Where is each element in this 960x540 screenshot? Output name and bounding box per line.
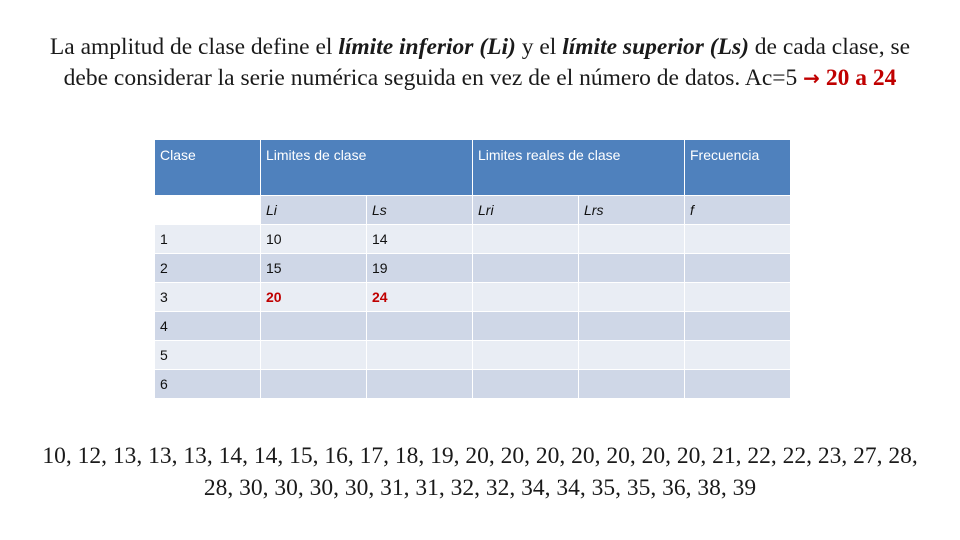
li-term: límite inferior (Li) [338,34,516,60]
frequency-table [154,139,791,399]
ls-term: límite superior (Ls) [562,34,749,60]
header-frecuencia: Frecuencia [685,140,791,196]
data-series: 10, 12, 13, 13, 13, 14, 14, 15, 16, 17, 18, 19, 20, 20, 20, 20, 20, 20, 20, 21, 22, 22, 23, 27, 28, 28, 30, 30, 30, 30, 31, 31, 32, 32, 34, 34, 35, 35, 36, 38, 39 [42,443,918,501]
header-limites: Limites de clase [261,140,473,196]
cell-f [685,254,791,283]
cell-clase: 4 [155,312,261,341]
cell-lri [473,370,579,399]
cell-ls [367,370,473,399]
cell-li: 20 [261,283,367,312]
slide-title [30,32,930,94]
subheader-ls: Ls [367,196,473,225]
cell-li: 10 [261,225,367,254]
table-row [155,370,791,399]
table-row [155,341,791,370]
cell-lri [473,341,579,370]
header-row [155,140,791,196]
header-limites-reales: Limites reales de clase [473,140,685,196]
cell-lri [473,283,579,312]
header-clase: Clase [155,140,261,196]
subheader-lri: Lri [473,196,579,225]
class-range-highlight: 20 a 24 [825,65,897,91]
cell-ls: 14 [367,225,473,254]
cell-f [685,312,791,341]
subheader-f: f [685,196,791,225]
cell-f [685,225,791,254]
cell-ls [367,312,473,341]
cell-lrs [579,341,685,370]
table-row [155,283,791,312]
table-row [155,254,791,283]
cell-lri [473,312,579,341]
cell-ls [367,341,473,370]
subheader-lrs: Lrs [579,196,685,225]
title-text-2: y el [515,34,563,60]
table-row [155,312,791,341]
subheader-li: Li [261,196,367,225]
cell-f [685,283,791,312]
cell-clase: 5 [155,341,261,370]
cell-lrs [579,312,685,341]
cell-clase: 2 [155,254,261,283]
cell-li [261,370,367,399]
cell-ls: 24 [367,283,473,312]
table-row [155,225,791,254]
cell-li [261,341,367,370]
cell-clase: 1 [155,225,261,254]
subheader-row [155,196,791,225]
cell-lri [473,225,579,254]
cell-lrs [579,225,685,254]
cell-ls: 19 [367,254,473,283]
cell-clase: 6 [155,370,261,399]
cell-lrs [579,370,685,399]
cell-li: 15 [261,254,367,283]
arrow-right-icon: → [803,66,820,90]
cell-lrs [579,254,685,283]
subheader-empty [155,196,261,225]
cell-lri [473,254,579,283]
cell-f [685,341,791,370]
cell-clase: 3 [155,283,261,312]
cell-li [261,312,367,341]
title-text-1: La amplitud de clase define el [49,34,339,60]
title-text-3: de cada clase, se debe considerar la serie numérica seguida en vez de el número de datos. Ac=5 [63,34,911,91]
cell-lrs [579,283,685,312]
cell-f [685,370,791,399]
